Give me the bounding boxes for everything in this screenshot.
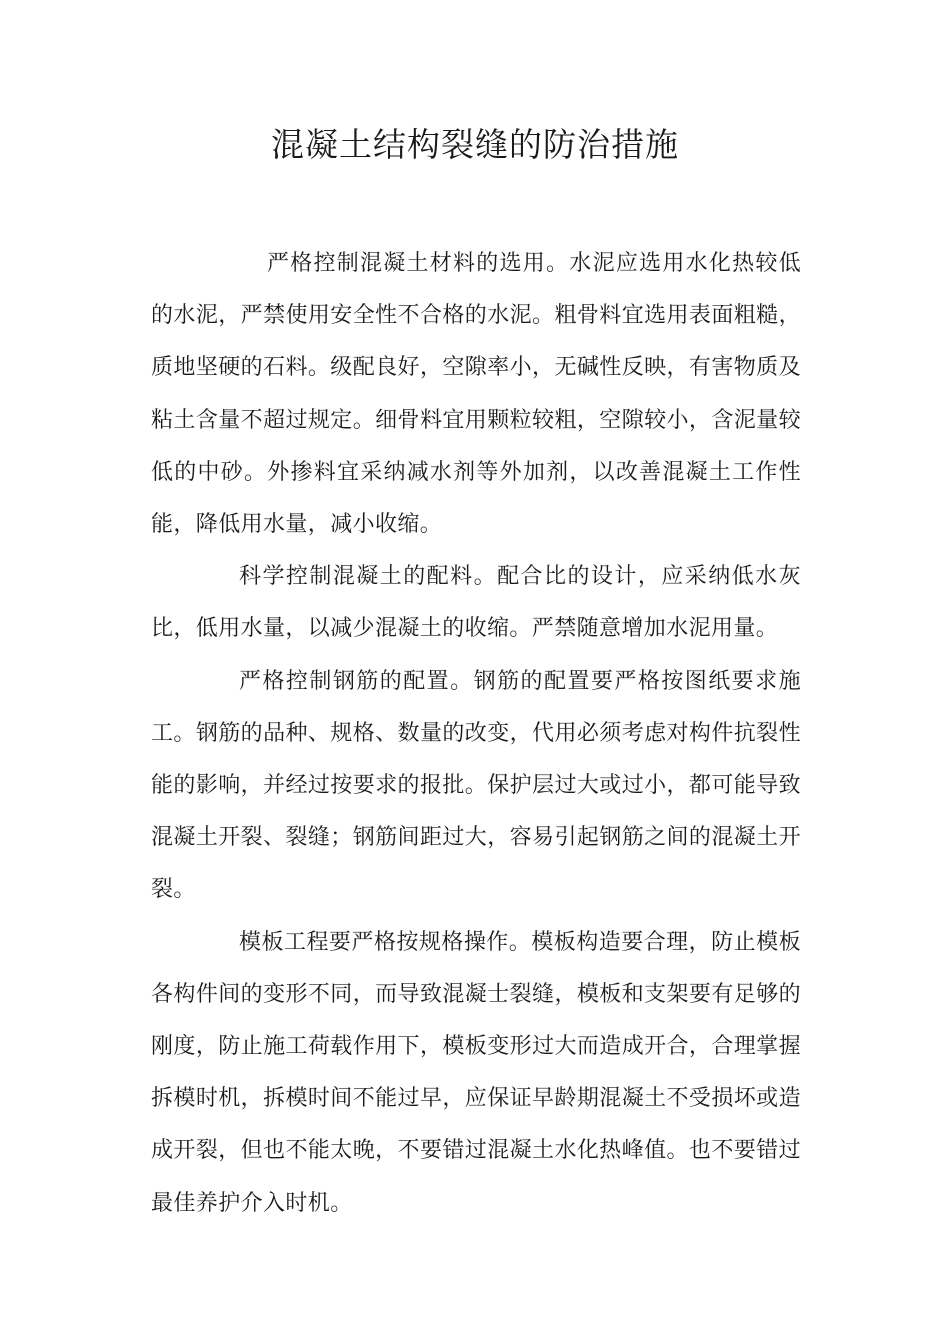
document-title: 混凝土结构裂缝的防治措施 [271, 125, 679, 164]
paragraph-materials: 严格控制混凝土材料的选用。水泥应选用水化热较低的水泥，严禁使用安全性不合格的水泥。粗骨料宜选用表面粗糙，质地坚硬的石料。级配良好，空隙率小，无碱性反映，有害物质及粘土含量不超过规定。细骨料宜用颗粒较粗，空隙较小，含泥量较低的中砂。外掺料宜采纳减水剂等外加剂，以改善混凝土工作性能，降低用水量，减小收缩。 [151, 251, 801, 538]
document-body [151, 238, 801, 1230]
paragraph-reinforcement: 严格控制钢筋的配置。钢筋的配置要严格按图纸要求施工。钢筋的品种、规格、数量的改变，代用必须考虑对构件抗裂性能的影响，并经过按要求的报批。保护层过大或过小，都可能导致混凝土开裂、裂缝；钢筋间距过大，容易引起钢筋之间的混凝土开裂。 [151, 668, 801, 903]
paragraph-mix-proportion: 科学控制混凝土的配料。配合比的设计，应采纳低水灰比，低用水量，以减少混凝土的收缩。严禁随意增加水泥用量。 [151, 564, 801, 642]
paragraph-formwork: 模板工程要严格按规格操作。模板构造要合理，防止模板各构件间的变形不同，而导致混凝士裂缝，模板和支架要有足够的刚度，防止施工荷载作用下，模板变形过大而造成开合，合理掌握拆模时机，拆模时间不能过早，应保证早龄期混凝土不受损坏或造成开裂，但也不能太晚，不要错过混凝土水化热峰值。也不要错过最佳养护介入时机。 [151, 929, 801, 1216]
